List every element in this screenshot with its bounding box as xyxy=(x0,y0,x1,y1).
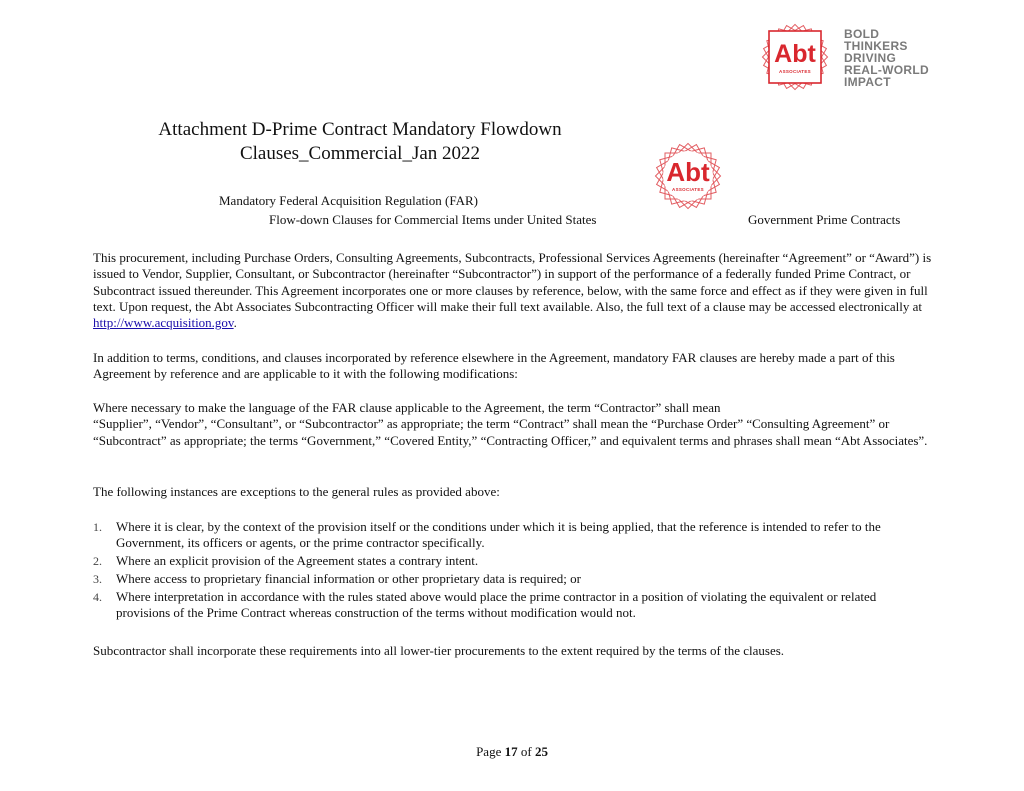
exceptions-intro: The following instances are exceptions to the general rules as provided above: xyxy=(93,484,500,499)
acquisition-gov-link[interactable]: http://www.acquisition.gov xyxy=(93,315,234,331)
tagline-line: DRIVING xyxy=(844,51,897,65)
brand-tagline xyxy=(844,28,929,88)
document-title xyxy=(130,118,590,166)
intro-text: This procurement, including Purchase Orders, Consulting Agreements, Subcontracts, Professional Services Agreements (hereinafter “Agreement” or “Award”) is issued to Vendor, Supplier, Consultant, or Subcontractor (hereinafter “Subcontractor”) in support of the performance of a federally funded Prime Contract, or Subcontract issued thereunder. This Agreement incorporates one or more clauses by reference, below, with the same force and effect as if they were given in full text. Upon request, the Abt Associates Subcontracting Officer will make their full text available. Also, the full text of a clause may be accessed electronically at xyxy=(93,250,932,314)
abt-logo-word: Abt xyxy=(666,157,710,187)
list-text: Where an explicit provision of the Agreement states a contrary intent. xyxy=(116,553,479,569)
lower-tier-paragraph: Subcontractor shall incorporate these requirements into all lower-tier procurements to the extent required by the terms of the clauses. xyxy=(93,643,785,658)
tagline-line: REAL-WORLD xyxy=(844,63,929,77)
page-label: Page xyxy=(476,744,502,759)
list-number: 3. xyxy=(93,571,102,586)
subtitle-line-2-right: Government Prime Contracts xyxy=(748,212,901,227)
list-item xyxy=(93,571,933,587)
title-line-2: Clauses_Commercial_Jan 2022 xyxy=(239,143,481,164)
page-current: 17 xyxy=(504,744,518,759)
intro-paragraph xyxy=(93,250,933,331)
abt-logo-large xyxy=(752,14,838,100)
abt-logo-sub: ASSOCIATES xyxy=(779,69,811,74)
abt-logo-word: Abt xyxy=(774,40,816,68)
terms-paragraph xyxy=(93,400,933,449)
list-item xyxy=(93,589,933,622)
subtitle-line-1: Mandatory Federal Acquisition Regulation (FAR) xyxy=(219,193,478,208)
list-number: 4. xyxy=(93,589,102,604)
abt-logo-sub: ASSOCIATES xyxy=(672,187,704,192)
subtitle-line-2-left: Flow-down Clauses for Commercial Items under United States xyxy=(269,212,597,227)
terms-line-1: Where necessary to make the language of the FAR clause applicable to the Agreement, the term “Contractor” shall mean xyxy=(93,400,721,415)
list-text: Where access to proprietary financial information or other proprietary data is required; or xyxy=(116,570,581,586)
tagline-line: IMPACT xyxy=(844,75,891,89)
list-item xyxy=(93,519,933,552)
list-text: Where it is clear, by the context of the provision itself or the conditions under which it is being applied, that the reference is intended to refer to the Government, its officers or agents, or the prime contractor specifically. xyxy=(116,519,881,551)
list-item xyxy=(93,553,933,569)
page-total: 25 xyxy=(534,744,548,759)
tagline-line: BOLD xyxy=(844,27,880,41)
abt-logo-small xyxy=(643,133,733,219)
intro-end: . xyxy=(233,315,237,331)
terms-rest: “Supplier”, “Vendor”, “Consultant”, or “Subcontractor” as appropriate; the term “Contract” shall mean the “Purchase Order” “Consulting Agreement” or “Subcontract” as appropriate; the terms “Government,” “Covered Entity,” “Contracting Officer,” and equivalent terms and phrases shall mean “Abt Associates”. xyxy=(93,416,928,448)
of-label: of xyxy=(520,744,532,759)
list-number: 1. xyxy=(93,520,102,534)
title-line-1: Attachment D-Prime Contract Mandatory Flowdown xyxy=(158,119,562,140)
list-number: 2. xyxy=(93,554,102,569)
list-text: Where interpretation in accordance with the rules stated above would place the prime contractor in a position of violating the equivalent or related provisions of the Prime Contract whereas construction of the terms without modification would not. xyxy=(116,588,877,620)
exceptions-list xyxy=(93,519,933,623)
modifications-paragraph: In addition to terms, conditions, and clauses incorporated by reference elsewhere in the Agreement, mandatory FAR clauses are hereby made a part of this Agreement by reference and are applicable to it with the following modifications: xyxy=(93,350,895,382)
page-footer xyxy=(0,744,1024,760)
tagline-line: THINKERS xyxy=(844,39,908,53)
